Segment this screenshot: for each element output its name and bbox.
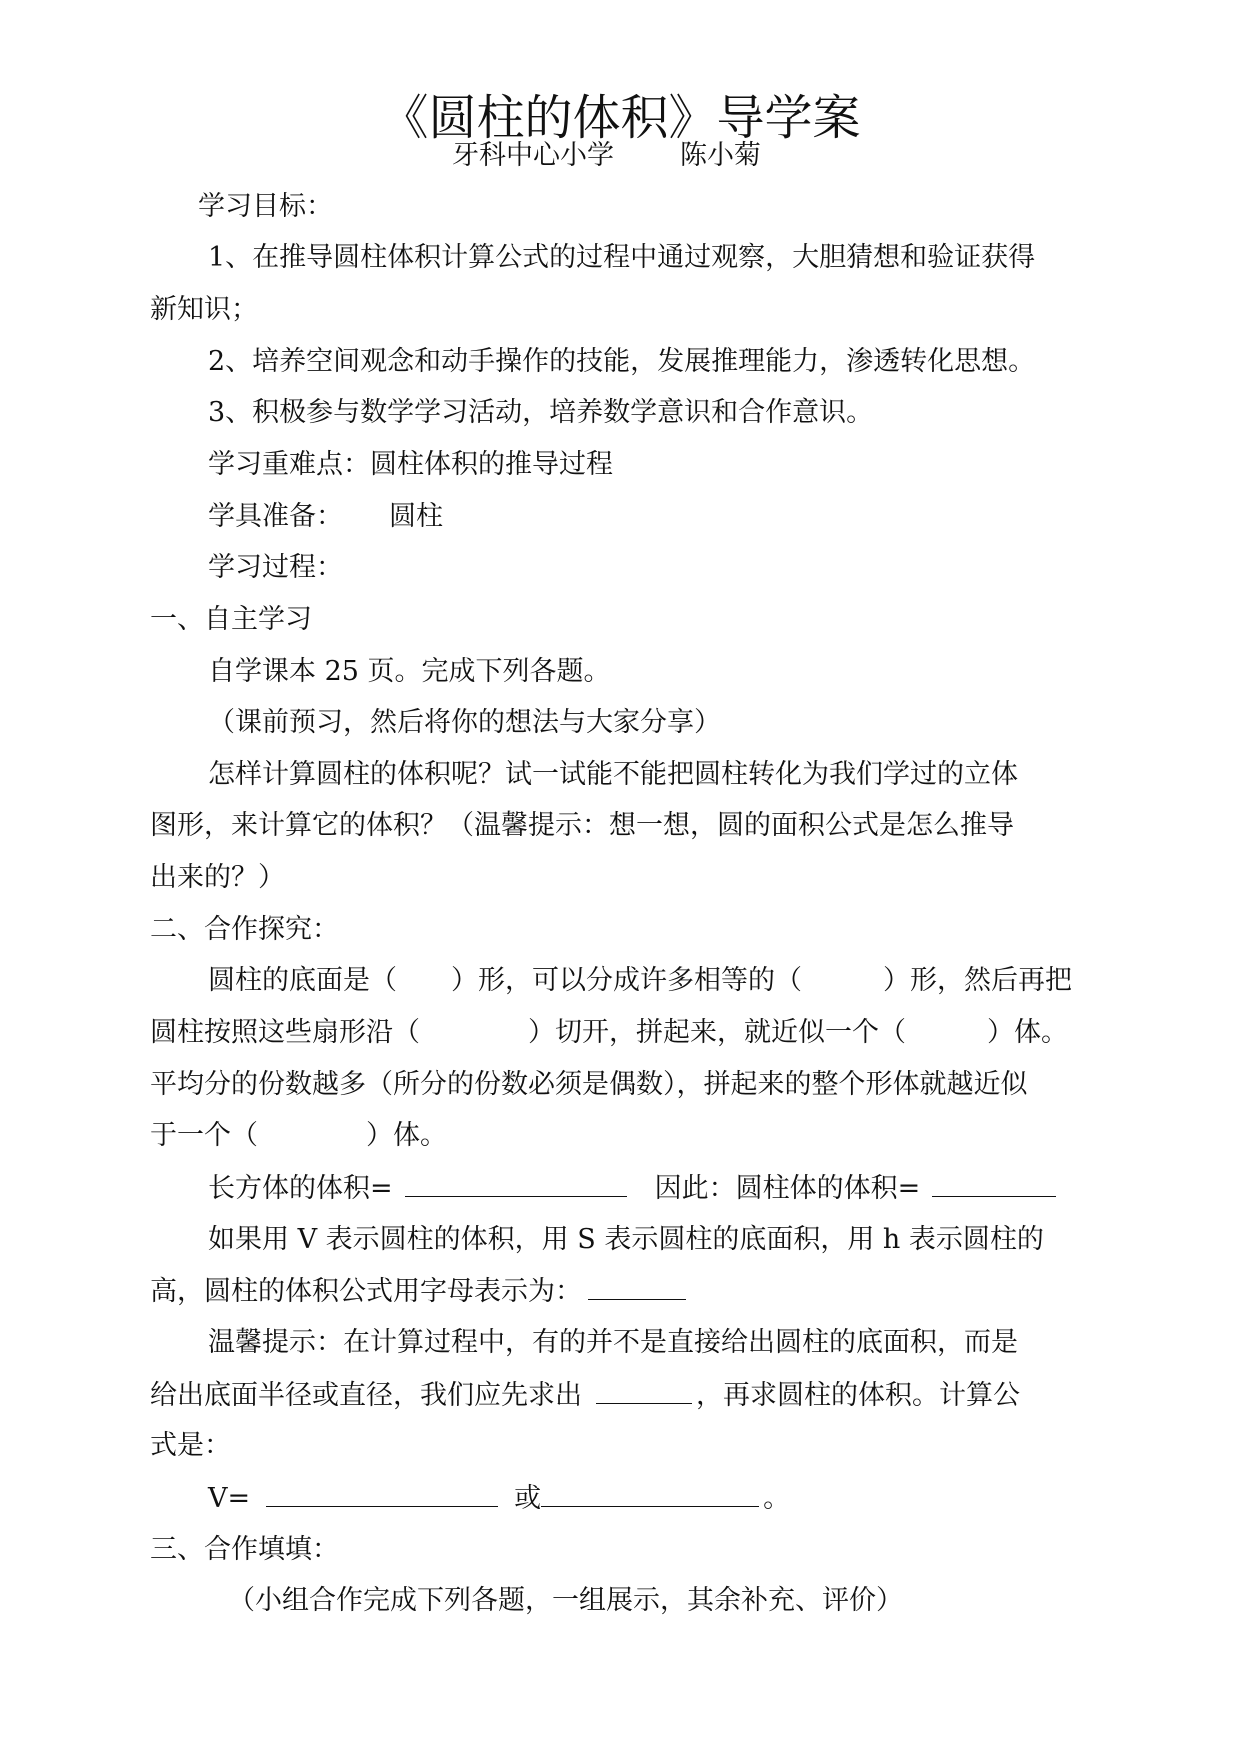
cylinder-volume-label: 因此：圆柱体的体积=: [654, 1173, 921, 1204]
goal-1-line-2: 新知识；: [150, 294, 258, 325]
tip-text-before-blank: 给出底面半径或直径，我们应先求出: [150, 1380, 582, 1411]
section-1-note: （课前预习，然后将你的想法与大家分享）: [208, 707, 721, 738]
section-2-heading: 二、合作探究：: [150, 914, 339, 945]
section-2-para-line-1: 圆柱的底面是（ ）形，可以分成许多相等的（ ）形，然后再把: [208, 965, 1072, 996]
letters-line-1: 如果用 V 表示圆柱的体积，用 S 表示圆柱的底面积，用 h 表示圆柱的: [208, 1224, 1044, 1255]
author-line: [452, 138, 761, 174]
letters-formula-label: 高，圆柱的体积公式用字母表示为：: [150, 1276, 582, 1307]
author-name: 陈小菊: [680, 140, 761, 171]
formula-blank-1[interactable]: [266, 1480, 498, 1507]
section-1-question-line-2: 图形，来计算它的体积？（温馨提示：想一想，圆的面积公式是怎么推导: [150, 810, 1014, 841]
formula-or-label: 或: [514, 1483, 542, 1514]
cuboid-volume-label: 长方体的体积=: [208, 1173, 393, 1204]
letters-formula-blank[interactable]: [588, 1273, 686, 1300]
goal-1-line-1: 1、在推导圆柱体积计算公式的过程中通过观察，大胆猜想和验证获得: [208, 242, 1036, 273]
goals-heading: 学习目标：: [198, 191, 333, 222]
tip-text-after-blank: ，再求圆柱的体积。计算公: [696, 1380, 1020, 1411]
volume-line: [208, 1170, 1060, 1207]
formula-v-label: V=: [208, 1483, 251, 1514]
section-2-para-line-3: 平均分的份数越多（所分的份数必须是偶数），拼起来的整个形体就越近似: [150, 1069, 1028, 1100]
section-3-heading: 三、合作填填：: [150, 1534, 339, 1565]
tip-line-3: 式是：: [150, 1430, 231, 1461]
process-heading: 学习过程：: [208, 552, 343, 583]
section-3-note: （小组合作完成下列各题，一组展示，其余补充、评价）: [228, 1585, 903, 1616]
key-points: 学习重难点：圆柱体积的推导过程: [208, 449, 613, 480]
tip-line-2: [150, 1377, 1020, 1414]
tools-line: [208, 499, 443, 535]
tip-line-1: 温馨提示：在计算过程中，有的并不是直接给出圆柱的底面积，而是: [208, 1327, 1018, 1358]
tools-value: 圆柱: [389, 501, 443, 532]
page-title: 《圆柱的体积》导学案: [380, 90, 861, 146]
section-1-heading: 一、自主学习: [150, 604, 312, 635]
goal-3: 3、积极参与数学学习活动，培养数学意识和合作意识。: [208, 397, 874, 428]
cuboid-volume-blank[interactable]: [405, 1170, 627, 1197]
base-area-blank[interactable]: [596, 1377, 692, 1404]
tools-label: 学具准备：: [208, 501, 343, 532]
cylinder-volume-blank[interactable]: [932, 1170, 1056, 1197]
school-name: 牙科中心小学: [452, 140, 614, 171]
formula-end-mark: 。: [763, 1483, 791, 1514]
section-1-task: 自学课本 25 页。完成下列各题。: [208, 656, 611, 687]
section-1-question-line-3: 出来的？）: [150, 862, 285, 893]
goal-2: 2、培养空间观念和动手操作的技能，发展推理能力，渗透转化思想。: [208, 346, 1036, 377]
formula-line: [208, 1480, 790, 1517]
formula-blank-2[interactable]: [541, 1480, 759, 1507]
section-2-para-line-4: 于一个（ ）体。: [150, 1120, 447, 1151]
section-1-question-line-1: 怎样计算圆柱的体积呢？试一试能不能把圆柱转化为我们学过的立体: [208, 759, 1018, 790]
section-2-para-line-2: 圆柱按照这些扇形沿（ ）切开，拼起来，就近似一个（ ）体。: [150, 1017, 1068, 1048]
letters-line-2: [150, 1273, 690, 1310]
